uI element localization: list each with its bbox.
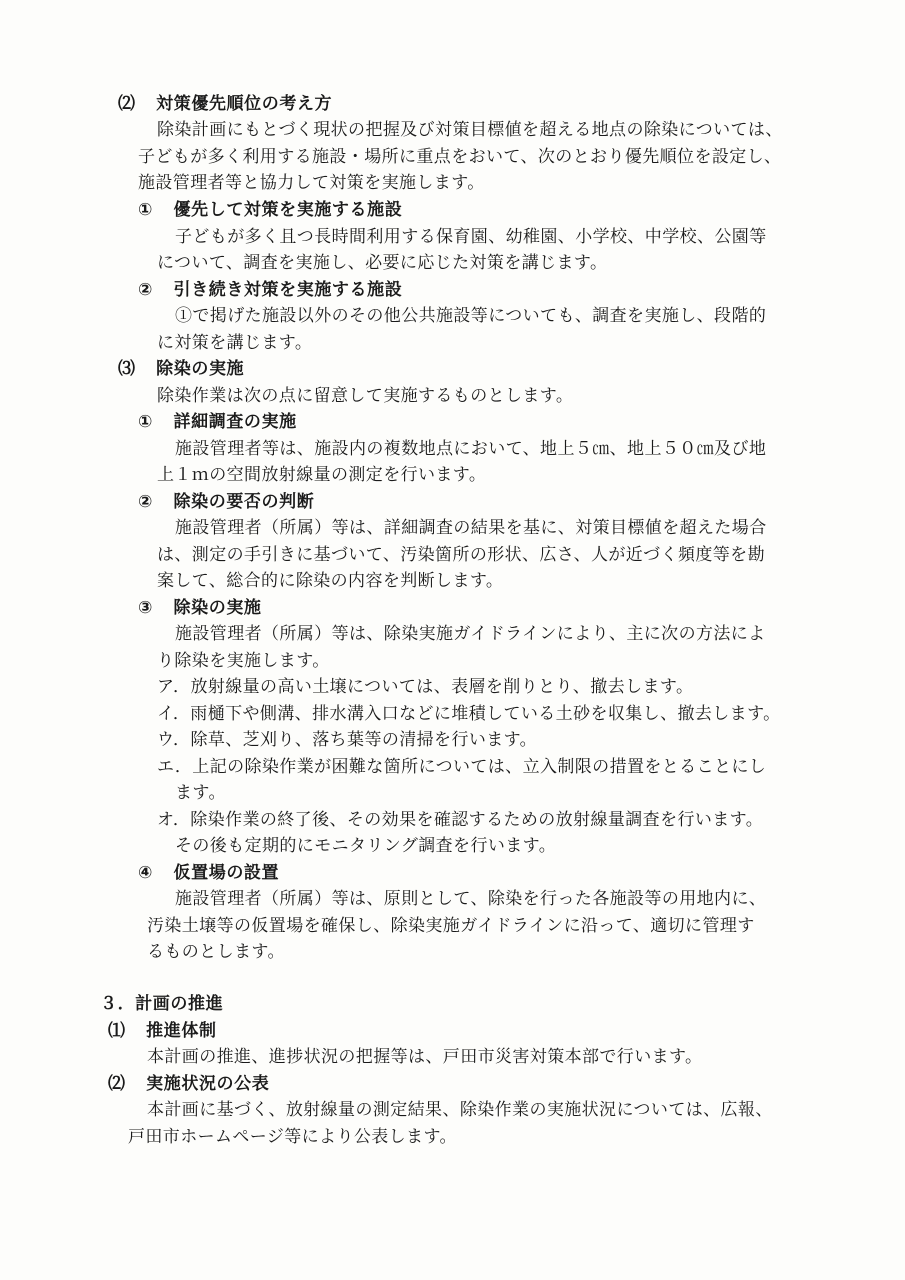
paragraph-title: 除染の実施 xyxy=(156,359,245,379)
body-line: 本計画の推進、進捗状況の把握等は、戸田市災害対策本部で行います。 xyxy=(147,1047,703,1067)
body-line: 案して、総合的に除染の内容を判断します。 xyxy=(157,571,504,591)
item-number: ② xyxy=(138,280,153,300)
item-heading xyxy=(138,597,262,619)
paragraph-heading xyxy=(118,358,244,380)
paragraph-number: ⑵ xyxy=(118,94,136,114)
list-item: エ．上記の除染作業が困難な箇所については、立入制限の措置をとることにし xyxy=(157,757,767,777)
body-line: 子どもが多く且つ長時間利用する保育園、幼稚園、小学校、中学校、公園等 xyxy=(175,227,767,247)
item-heading xyxy=(138,411,297,433)
paragraph-heading xyxy=(108,1073,269,1095)
list-item-continuation: ます。 xyxy=(175,783,226,803)
list-item: イ．雨樋下や側溝、排水溝入口などに堆積している土砂を収集し、撤去します。 xyxy=(157,704,781,724)
item-number: ① xyxy=(138,412,153,432)
list-item: ア．放射線量の高い土壌については、表層を削りとり、撤去します。 xyxy=(157,677,694,697)
item-number: ③ xyxy=(138,598,153,618)
body-line: 施設管理者（所属）等は、原則として、除染を行った各施設等の用地内に、 xyxy=(175,889,767,909)
body-line: 除染計画にもとづく現状の把握及び対策目標値を超える地点の除染については、 xyxy=(157,120,783,140)
body-line: 施設管理者（所属）等は、除染実施ガイドラインにより、主に次の方法によ xyxy=(175,624,766,644)
list-item: オ．除染作業の終了後、その効果を確認するための放射線量調査を行います。 xyxy=(157,810,764,830)
body-line: 施設管理者（所属）等は、詳細調査の結果を基に、対策目標値を超えた場合 xyxy=(175,518,767,538)
item-heading xyxy=(138,199,402,221)
paragraph-heading xyxy=(108,1020,217,1042)
item-title: 詳細調査の実施 xyxy=(173,412,297,432)
body-line: 施設管理者等は、施設内の複数地点において、地上５㎝、地上５０㎝及び地 xyxy=(175,439,767,459)
list-item-continuation: その後も定期的にモニタリング調査を行います。 xyxy=(175,836,557,856)
body-line: 除染作業は次の点に留意して実施するものとします。 xyxy=(157,386,574,406)
paragraph-number: ⑶ xyxy=(118,359,136,379)
item-title: 仮置場の設置 xyxy=(173,863,280,883)
body-line: ①で掲げた施設以外のその他公共施設等についても、調査を実施し、段階的 xyxy=(175,306,767,326)
item-title: 優先して対策を実施する施設 xyxy=(173,200,403,220)
item-number: ④ xyxy=(138,863,153,883)
body-line: 戸田市ホームページ等により公表します。 xyxy=(128,1127,457,1147)
item-heading xyxy=(138,862,279,884)
paragraph-heading xyxy=(118,93,332,115)
item-heading xyxy=(138,279,402,301)
item-number: ① xyxy=(138,200,153,220)
body-line: 子どもが多く利用する施設・場所に重点をおいて、次のとおり優先順位を設定し、 xyxy=(138,147,782,167)
body-line: 上１ｍの空間放射線量の測定を行います。 xyxy=(157,465,487,485)
body-line: り除染を実施します。 xyxy=(157,651,330,671)
body-line: 本計画に基づく、放射線量の測定結果、除染作業の実施状況については、広報、 xyxy=(147,1100,773,1120)
paragraph-title: 推進体制 xyxy=(146,1021,217,1041)
body-line: は、測定の手引きに基づいて、汚染箇所の形状、広さ、人が近づく頻度等を勘 xyxy=(157,545,765,565)
body-line: に対策を講じます。 xyxy=(157,333,313,353)
item-number: ② xyxy=(138,492,153,512)
body-line: 汚染土壌等の仮置場を確保し、除染実施ガイドラインに沿って、適切に管理す xyxy=(147,916,755,936)
item-title: 除染の要否の判断 xyxy=(173,492,315,512)
body-line: るものとします。 xyxy=(147,942,285,962)
list-item: ウ．除草、芝刈り、落ち葉等の清掃を行います。 xyxy=(157,730,538,750)
paragraph-number: ⑵ xyxy=(108,1074,126,1094)
item-title: 引き続き対策を実施する施設 xyxy=(173,280,403,300)
paragraph-number: ⑴ xyxy=(108,1021,126,1041)
paragraph-title: 実施状況の公表 xyxy=(146,1074,270,1094)
item-title: 除染の実施 xyxy=(173,598,262,618)
section-heading: ３．計画の推進 xyxy=(100,994,224,1014)
item-heading xyxy=(138,491,314,513)
body-line: について、調査を実施し、必要に応じた対策を講じます。 xyxy=(157,253,608,273)
body-line: 施設管理者等と協力して対策を実施します。 xyxy=(138,173,485,193)
paragraph-title: 対策優先順位の考え方 xyxy=(156,94,333,114)
